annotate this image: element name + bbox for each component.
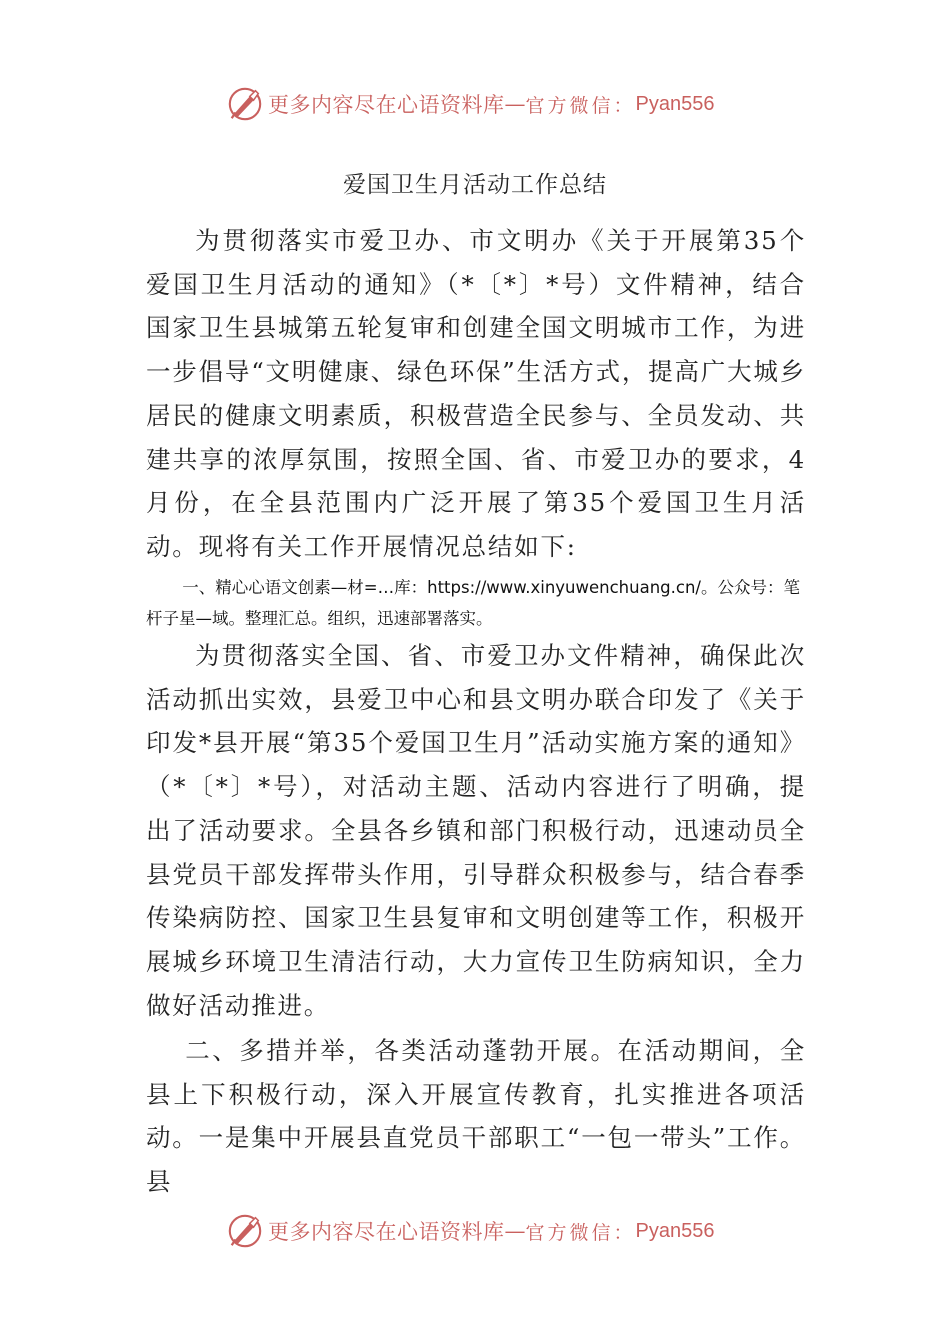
- watermark-text: 更多内容尽在心语资料库: [268, 93, 505, 117]
- intro-paragraph: 为贯彻落实市爱卫办、市文明办《关于开展第35个爱国卫生月活动的通知》（*〔*〕*号）文件精神，结合国家卫生县城第五轮复审和创建全国文明城市工作，为进一步倡导“文明健康、绿色环保”生活方式，提高广大城乡居民的健康文明素质，积极营造全民参与、全员发动、共建共享的浓厚氛围，按照全国、省、市爱卫办的要求，4月份，在全县范围内广泛开展了第35个爱国卫生月活动。现将有关工作开展情况总结如下:: [146, 226, 806, 561]
- pen-logo-icon: [226, 1212, 264, 1250]
- watermark-wechat-label: 官方微信：: [525, 94, 636, 117]
- watermark-text: 更多内容尽在心语资料库: [268, 1220, 505, 1244]
- section-two-paragraph: 二、多措并举，各类活动蓬勃开展。在活动期间，全县上下积极行动，深入开展宣传教育，扎实推进各项活动。一是集中开展县直党员干部职工“一包一带头”工作。县: [146, 1036, 806, 1197]
- watermark-wechat-id: Pyan556: [635, 1219, 715, 1242]
- document-title: 爱国卫生月活动工作总结: [343, 172, 607, 198]
- watermark-wechat-id: Pyan556: [635, 92, 715, 115]
- watermark-banner-bottom: [226, 1211, 714, 1251]
- watermark-wechat-label: 官方微信：: [525, 1221, 636, 1244]
- watermark-separator: —: [504, 92, 526, 116]
- watermark-banner-top: [226, 84, 714, 124]
- section-one-heading: 一、精心心语文创素—材=…库：https://www.xinyuwenchuang.cn/。公众号：笔杆子星—域。整理汇总。组织，迅速部署落实。: [146, 578, 800, 628]
- watermark-separator: —: [504, 1219, 526, 1243]
- pen-logo-icon: [226, 85, 264, 123]
- section-one-paragraph: 为贯彻落实全国、省、市爱卫办文件精神，确保此次活动抓出实效，县爱卫中心和县文明办联合印发了《关于印发*县开展“第35个爱国卫生月”活动实施方案的通知》（*〔*〕*号），对活动主题、活动内容进行了明确，提出了活动要求。全县各乡镇和部门积极行动，迅速动员全县党员干部发挥带头作用，引导群众积极参与，结合春季传染病防控、国家卫生县复审和文明创建等工作，积极开展城乡环境卫生清洁行动，大力宣传卫生防病知识，全力做好活动推进。: [146, 641, 806, 1020]
